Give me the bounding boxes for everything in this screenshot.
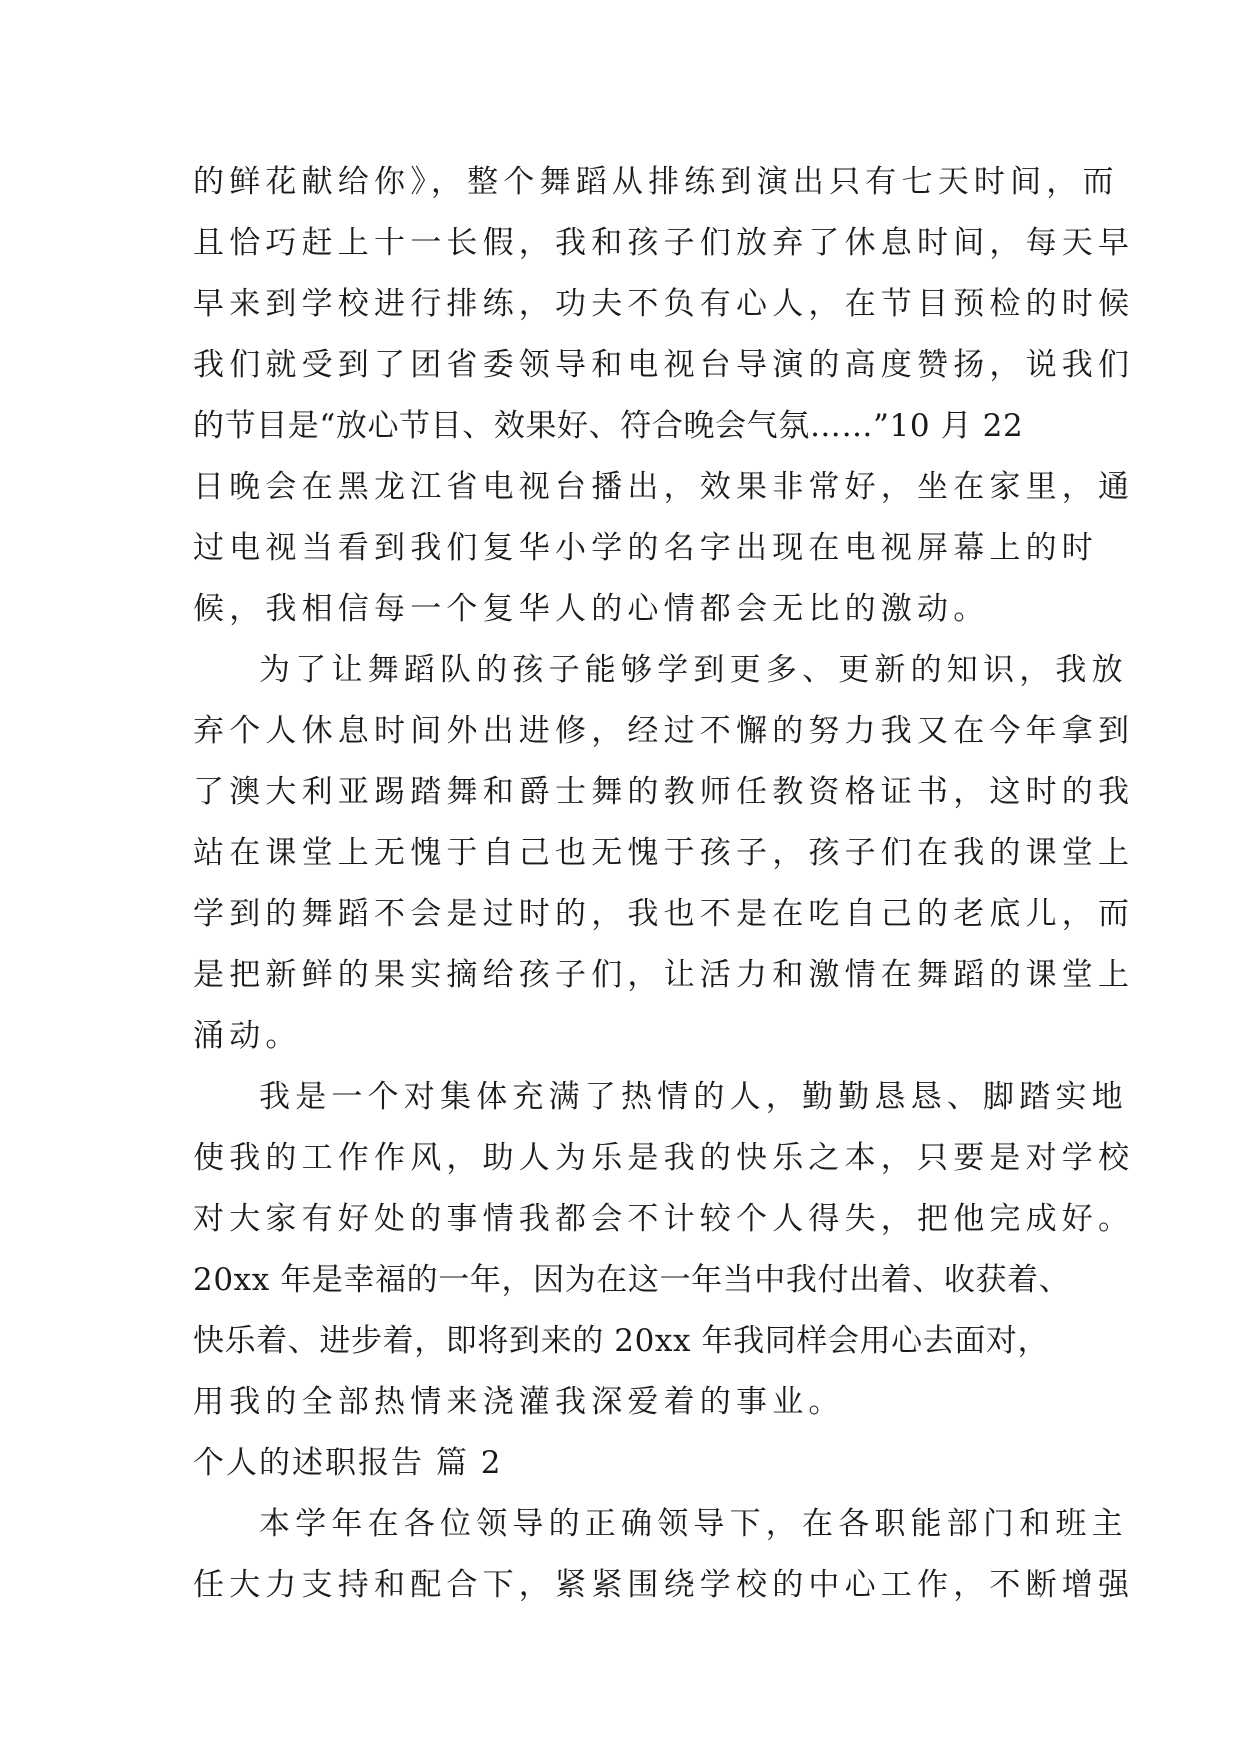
text-line: 早来到学校进行排练，功夫不负有心人，在节目预检的时候	[193, 286, 1135, 322]
text-line: 使我的工作作风，助人为乐是我的快乐之本，只要是对学校	[193, 1140, 1135, 1176]
text-line: 快乐着、进步着，即将到来的 20xx 年我同样会用心去面对，	[193, 1323, 1050, 1359]
text-line: 涌动。	[193, 1018, 302, 1054]
text-line: 20xx 年是幸福的一年，因为在这一年当中我付出着、收获着、	[193, 1262, 1071, 1298]
text-line: 学到的舞蹈不会是过时的，我也不是在吃自己的老底儿，而	[193, 896, 1135, 932]
text-line: 是把新鲜的果实摘给孩子们，让活力和激情在舞蹈的课堂上	[193, 957, 1135, 993]
section-heading: 个人的述职报告 篇 2	[193, 1445, 503, 1481]
text-line: 的节目是“放心节目、效果好、符合晚会气氛……”10 月 22	[193, 408, 1024, 444]
paragraph-first-line: 本学年在各位领导的正确领导下，在各职能部门和班主	[259, 1506, 1128, 1542]
text-line: 且恰巧赶上十一长假，我和孩子们放弃了休息时间，每天早	[193, 225, 1135, 261]
text-line: 我们就受到了团省委领导和电视台导演的高度赞扬，说我们	[193, 347, 1135, 383]
text-line: 的鲜花献给你》，整个舞蹈从排练到演出只有七天时间，而	[193, 164, 1119, 200]
document-body	[193, 152, 1135, 1616]
text-line: 日晚会在黑龙江省电视台播出，效果非常好，坐在家里，通	[193, 469, 1135, 505]
text-line: 对大家有好处的事情我都会不计较个人得失，把他完成好。	[193, 1201, 1135, 1237]
text-line: 弃个人休息时间外出进修，经过不懈的努力我又在今年拿到	[193, 713, 1135, 749]
text-line: 站在课堂上无愧于自己也无愧于孩子，孩子们在我的课堂上	[193, 835, 1135, 871]
paragraph-first-line: 为了让舞蹈队的孩子能够学到更多、更新的知识，我放	[259, 652, 1128, 688]
text-line: 候，我相信每一个复华人的心情都会无比的激动。	[193, 591, 990, 627]
paragraph-first-line: 我是一个对集体充满了热情的人，勤勤恳恳、脚踏实地	[259, 1079, 1128, 1115]
text-line: 任大力支持和配合下，紧紧围绕学校的中心工作，不断增强	[193, 1567, 1135, 1603]
text-line: 了澳大利亚踢踏舞和爵士舞的教师任教资格证书，这时的我	[193, 774, 1135, 810]
text-line: 过电视当看到我们复华小学的名字出现在电视屏幕上的时	[193, 530, 1098, 566]
text-line: 用我的全部热情来浇灌我深爱着的事业。	[193, 1384, 845, 1420]
